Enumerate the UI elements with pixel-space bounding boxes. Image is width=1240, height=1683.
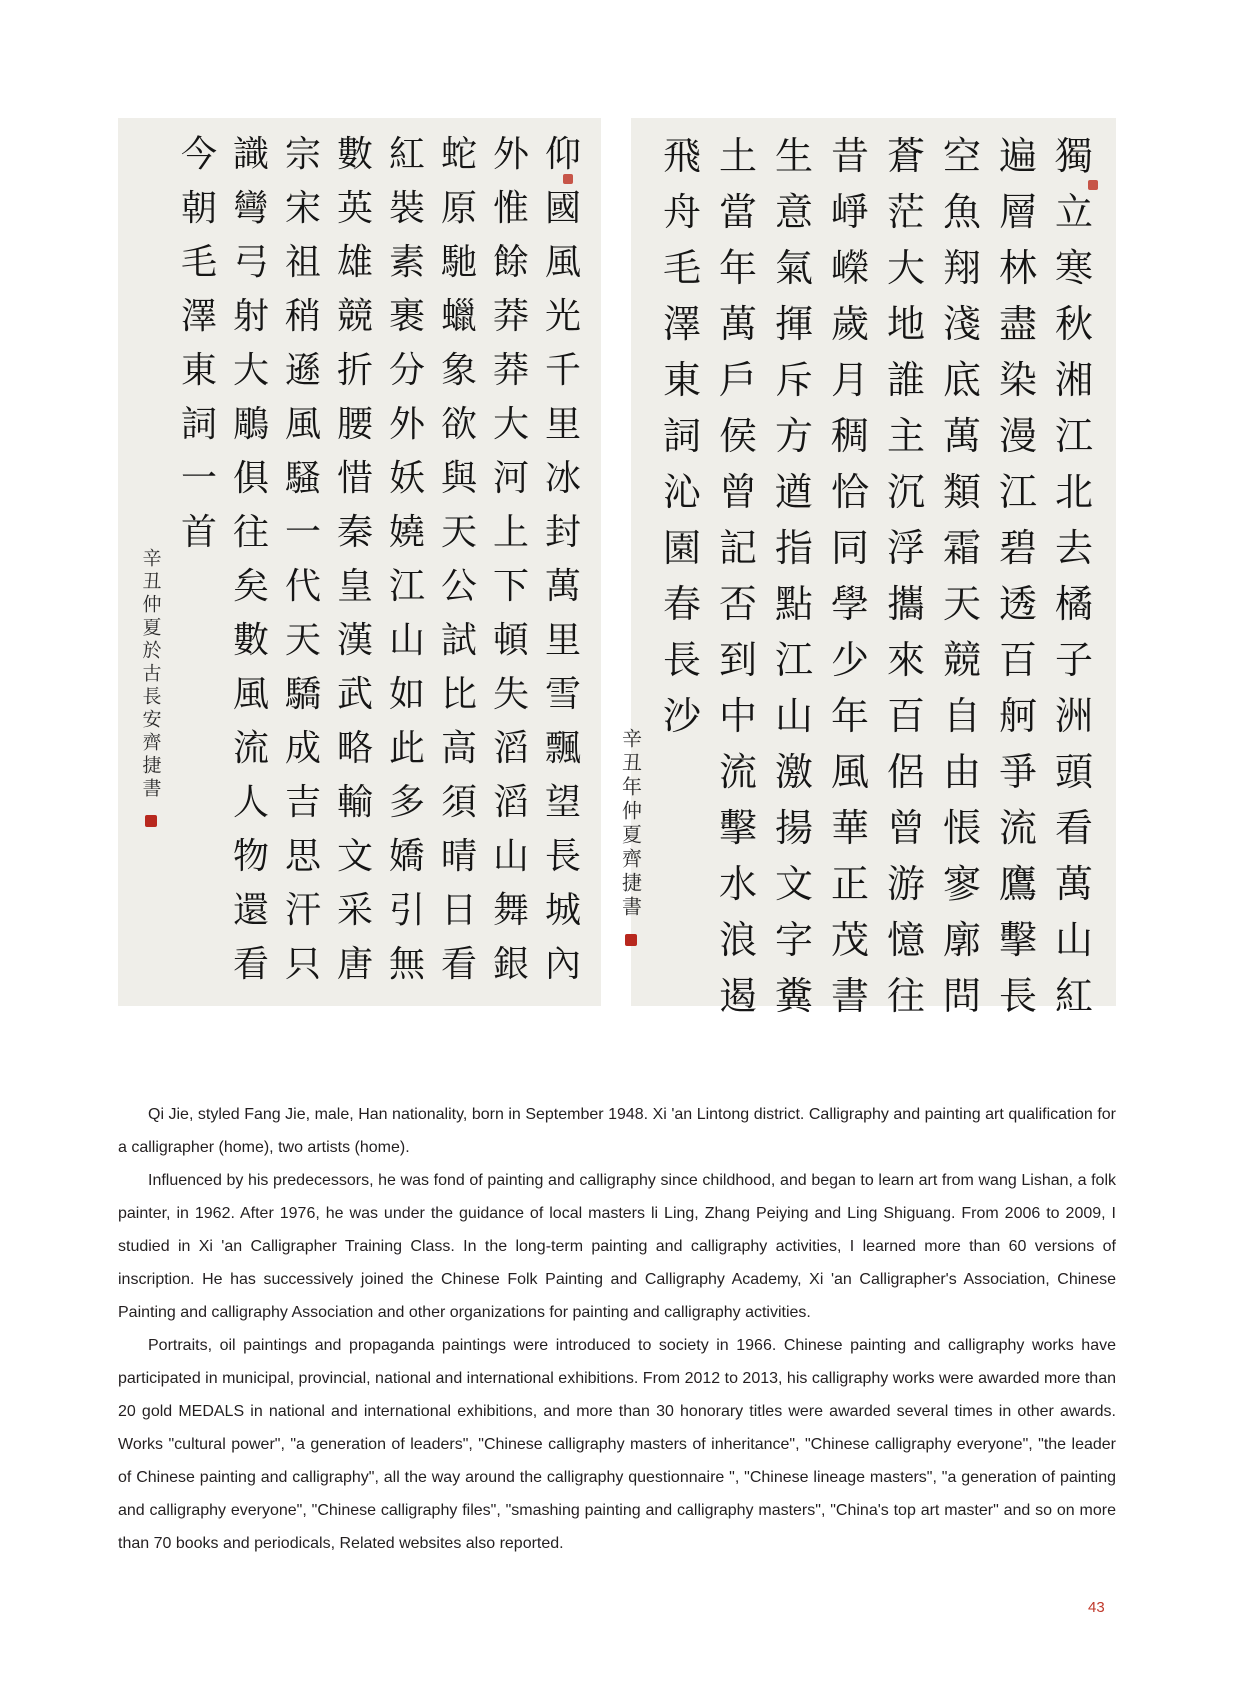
calligraphy-column — [766, 128, 822, 1024]
calligraphy-character: 歲 — [830, 302, 869, 346]
calligraphy-character: 蛇 — [440, 134, 477, 175]
calligraphy-character: 染 — [998, 358, 1037, 402]
calligraphy-character: 頭 — [1054, 750, 1093, 794]
calligraphy-character: 日 — [440, 890, 477, 931]
calligraphy-character: 里 — [544, 404, 581, 445]
calligraphy-character: 馳 — [440, 242, 477, 283]
calligraphy-character: 文 — [336, 836, 373, 877]
calligraphy-character: 江 — [388, 566, 425, 607]
calligraphy-character: 崢 — [830, 190, 869, 234]
calligraphy-character: 思 — [284, 836, 321, 877]
calligraphy-character: 子 — [1054, 638, 1093, 682]
calligraphy-character: 長 — [662, 638, 701, 682]
calligraphy-character: 學 — [830, 582, 869, 626]
calligraphy-character: 吉 — [284, 782, 321, 823]
calligraphy-character: 流 — [718, 750, 757, 794]
calligraphy-character: 惜 — [336, 458, 373, 499]
calligraphy-character: 唐 — [336, 944, 373, 985]
calligraphy-character: 擊 — [998, 918, 1037, 962]
calligraphy-character: 滔 — [492, 728, 529, 769]
calligraphy-character: 漫 — [998, 414, 1037, 458]
calligraphy-character: 象 — [440, 350, 477, 391]
calligraphy-character: 毛 — [662, 246, 701, 290]
calligraphy-character: 一 — [284, 512, 321, 553]
calligraphy-character: 字 — [774, 918, 813, 962]
calligraphy-character: 類 — [942, 470, 981, 514]
calligraphy-character: 稠 — [830, 414, 869, 458]
calligraphy-character: 下 — [492, 566, 529, 607]
calligraphy-character: 沉 — [886, 470, 925, 514]
calligraphy-character: 山 — [492, 836, 529, 877]
calligraphy-character: 光 — [544, 296, 581, 337]
calligraphy-column — [173, 128, 225, 992]
calligraphy-character: 宗 — [284, 134, 321, 175]
calligraphy-character: 腰 — [336, 404, 373, 445]
calligraphy-character: 往 — [886, 974, 925, 1018]
calligraphy-character: 皇 — [336, 566, 373, 607]
calligraphy-character: 舞 — [492, 890, 529, 931]
calligraphy-character: 與 — [440, 458, 477, 499]
calligraphy-character: 魚 — [942, 190, 981, 234]
artist-biography — [118, 1098, 1116, 1560]
calligraphy-character: 游 — [886, 862, 925, 906]
calligraphy-character: 紅 — [388, 134, 425, 175]
calligraphy-character: 淺 — [942, 302, 981, 346]
calligraphy-character: 湘 — [1054, 358, 1093, 402]
calligraphy-character: 春 — [662, 582, 701, 626]
calligraphy-character: 成 — [284, 728, 321, 769]
calligraphy-character: 萬 — [544, 566, 581, 607]
calligraphy-character: 風 — [830, 750, 869, 794]
calligraphy-character: 透 — [998, 582, 1037, 626]
calligraphy-character: 今 — [180, 134, 217, 175]
calligraphy-character: 橘 — [1054, 582, 1093, 626]
calligraphy-character: 餘 — [492, 242, 529, 283]
page-number: 43 — [1088, 1599, 1105, 1616]
calligraphy-character: 年 — [830, 694, 869, 738]
calligraphy-character: 引 — [388, 890, 425, 931]
calligraphy-character: 大 — [232, 350, 269, 391]
calligraphy-character: 武 — [336, 674, 373, 715]
calligraphy-column — [381, 128, 433, 992]
calligraphy-character: 公 — [440, 566, 477, 607]
calligraphy-character: 爭 — [998, 750, 1037, 794]
calligraphy-character: 俱 — [232, 458, 269, 499]
calligraphy-character: 廓 — [942, 918, 981, 962]
calligraphy-character: 同 — [830, 526, 869, 570]
calligraphy-character: 年 — [718, 246, 757, 290]
calligraphy-character: 蠟 — [440, 296, 477, 337]
calligraphy-character: 盡 — [998, 302, 1037, 346]
calligraphy-character: 流 — [232, 728, 269, 769]
calligraphy-character: 識 — [232, 134, 269, 175]
calligraphy-character: 來 — [886, 638, 925, 682]
calligraphy-character: 嬈 — [388, 512, 425, 553]
biography-paragraph: Influenced by his predecessors, he was fond of painting and calligraphy since childhood, and began to learn art from wang Lishan, a folk painter, in 1962. After 1976, he was under the guidance of local masters li Ling, Zhang Peiying and Ling Shiguang. From 2006 to 2009, I studied in Xi 'an Calligrapher Training Class. In the long-term painting and calligraphy activities, I learned more than 60 versions of inscription. He has successively joined the Chinese Folk Painting and Calligraphy Academy, Xi 'an Calligrapher's Association, Chinese Painting and calligraphy Association and other organizations for painting and calligraphy activities. — [118, 1172, 1116, 1321]
calligraphy-character: 生 — [774, 134, 813, 178]
calligraphy-character: 林 — [998, 246, 1037, 290]
calligraphy-character: 底 — [942, 358, 981, 402]
calligraphy-character: 昔 — [830, 134, 869, 178]
calligraphy-character: 土 — [718, 134, 757, 178]
artist-inscription: 辛丑仲夏於古長安齊捷書 — [139, 548, 162, 801]
calligraphy-character: 遍 — [998, 134, 1037, 178]
calligraphy-character: 園 — [662, 526, 701, 570]
calligraphy-character: 激 — [774, 750, 813, 794]
calligraphy-character: 銀 — [492, 944, 529, 985]
calligraphy-character: 茂 — [830, 918, 869, 962]
calligraphy-character: 天 — [284, 620, 321, 661]
calligraphy-character: 正 — [830, 862, 869, 906]
calligraphy-column — [654, 128, 710, 1024]
calligraphy-character: 攜 — [886, 582, 925, 626]
calligraphy-character: 東 — [662, 358, 701, 402]
calligraphy-character: 競 — [942, 638, 981, 682]
calligraphy-character: 糞 — [774, 974, 813, 1018]
calligraphy-character: 山 — [1054, 918, 1093, 962]
calligraphy-character: 到 — [718, 638, 757, 682]
calligraphy-character: 欲 — [440, 404, 477, 445]
calligraphy-character: 少 — [830, 638, 869, 682]
calligraphy-character: 城 — [544, 890, 581, 931]
calligraphy-character: 風 — [544, 242, 581, 283]
calligraphy-character: 山 — [388, 620, 425, 661]
calligraphy-character: 蒼 — [886, 134, 925, 178]
calligraphy-column — [277, 128, 329, 992]
signature-block — [608, 128, 654, 1024]
calligraphy-character: 空 — [942, 134, 981, 178]
calligraphy-character: 萬 — [1054, 862, 1093, 906]
calligraphy-character: 看 — [232, 944, 269, 985]
calligraphy-character: 高 — [440, 728, 477, 769]
calligraphy-character: 國 — [544, 188, 581, 229]
calligraphy-character: 此 — [388, 728, 425, 769]
calligraphy-character: 比 — [440, 674, 477, 715]
calligraphy-character: 汗 — [284, 890, 321, 931]
clerical-script-calligraphy-artwork — [618, 118, 1116, 1018]
calligraphy-character: 澤 — [662, 302, 701, 346]
calligraphy-character: 折 — [336, 350, 373, 391]
calligraphy-character: 驕 — [284, 674, 321, 715]
calligraphy-character: 飄 — [544, 728, 581, 769]
calligraphy-character: 里 — [544, 620, 581, 661]
calligraphy-character: 滔 — [492, 782, 529, 823]
calligraphy-character: 點 — [774, 582, 813, 626]
calligraphy-character: 中 — [718, 694, 757, 738]
calligraphy-character: 數 — [232, 620, 269, 661]
calligraphy-character: 莽 — [492, 296, 529, 337]
calligraphy-character: 江 — [1054, 414, 1093, 458]
calligraphy-character: 大 — [886, 246, 925, 290]
calligraphy-character: 長 — [544, 836, 581, 877]
calligraphy-character: 立 — [1054, 190, 1093, 234]
calligraphy-character: 雪 — [544, 674, 581, 715]
calligraphy-character: 江 — [998, 470, 1037, 514]
calligraphy-character: 浮 — [886, 526, 925, 570]
calligraphy-character: 須 — [440, 782, 477, 823]
calligraphy-character: 獨 — [1054, 134, 1093, 178]
calligraphy-character: 氣 — [774, 246, 813, 290]
calligraphy-character: 由 — [942, 750, 981, 794]
calligraphy-character: 雄 — [336, 242, 373, 283]
calligraphy-character: 外 — [492, 134, 529, 175]
calligraphy-character: 往 — [232, 512, 269, 553]
calligraphy-character: 自 — [942, 694, 981, 738]
signature-block — [129, 128, 173, 992]
calligraphy-character: 看 — [1054, 806, 1093, 850]
calligraphy-character: 天 — [440, 512, 477, 553]
calligraphy-character: 北 — [1054, 470, 1093, 514]
calligraphy-column — [990, 128, 1046, 1024]
calligraphy-character: 當 — [718, 190, 757, 234]
calligraphy-character: 鷹 — [998, 862, 1037, 906]
calligraphy-character: 戶 — [718, 358, 757, 402]
calligraphy-character: 侶 — [886, 750, 925, 794]
calligraphy-character: 數 — [336, 134, 373, 175]
calligraphy-character: 書 — [830, 974, 869, 1018]
calligraphy-character: 冰 — [544, 458, 581, 499]
calligraphy-character: 試 — [440, 620, 477, 661]
artist-seal-stamp — [145, 815, 157, 827]
calligraphy-character: 遏 — [718, 974, 757, 1018]
calligraphy-character: 裝 — [388, 188, 425, 229]
calligraphy-character: 悵 — [942, 806, 981, 850]
calligraphy-character: 江 — [774, 638, 813, 682]
calligraphy-character: 遒 — [774, 470, 813, 514]
calligraphy-character: 英 — [336, 188, 373, 229]
calligraphy-character: 弓 — [232, 242, 269, 283]
calligraphy-character: 寒 — [1054, 246, 1093, 290]
calligraphy-character: 看 — [440, 944, 477, 985]
calligraphy-character: 宋 — [284, 188, 321, 229]
calligraphy-column — [822, 128, 878, 1024]
calligraphy-character: 否 — [718, 582, 757, 626]
calligraphy-character: 略 — [336, 728, 373, 769]
calligraphy-character: 只 — [284, 944, 321, 985]
calligraphy-character: 萬 — [942, 414, 981, 458]
calligraphy-column — [329, 128, 381, 992]
calligraphy-character: 如 — [388, 674, 425, 715]
calligraphy-character: 誰 — [886, 358, 925, 402]
calligraphy-character: 華 — [830, 806, 869, 850]
calligraphy-character: 月 — [830, 358, 869, 402]
calligraphy-character: 水 — [718, 862, 757, 906]
calligraphy-character: 霜 — [942, 526, 981, 570]
calligraphy-character: 沁 — [662, 470, 701, 514]
calligraphy-character: 物 — [232, 836, 269, 877]
calligraphy-character: 晴 — [440, 836, 477, 877]
artist-inscription: 辛丑年仲夏齊捷書 — [618, 728, 643, 920]
calligraphy-character: 外 — [388, 404, 425, 445]
calligraphy-character: 百 — [998, 638, 1037, 682]
calligraphy-character: 詞 — [180, 404, 217, 445]
calligraphy-character: 百 — [886, 694, 925, 738]
calligraphy-character: 稍 — [284, 296, 321, 337]
calligraphy-character: 揚 — [774, 806, 813, 850]
calligraphy-character: 斥 — [774, 358, 813, 402]
calligraphy-character: 恰 — [830, 470, 869, 514]
calligraphy-character: 鵰 — [232, 404, 269, 445]
calligraphy-character: 嬌 — [388, 836, 425, 877]
calligraphy-character: 射 — [232, 296, 269, 337]
calligraphy-character: 長 — [998, 974, 1037, 1018]
calligraphy-character: 輸 — [336, 782, 373, 823]
calligraphy-character: 曾 — [886, 806, 925, 850]
seal-script-calligraphy-artwork — [118, 118, 601, 1006]
artist-seal-stamp — [625, 934, 637, 946]
calligraphy-character: 首 — [180, 512, 217, 553]
calligraphy-character: 沙 — [662, 694, 701, 738]
calligraphy-character: 多 — [388, 782, 425, 823]
calligraphy-character: 擊 — [718, 806, 757, 850]
calligraphy-character: 紅 — [1054, 974, 1093, 1018]
biography-paragraph: Portraits, oil paintings and propaganda paintings were introduced to society in 1966. Chinese painting and calligraphy works have participated in municipal, provincial, national and international exhibitions. From 2012 to 2013, his calligraphy works were awarded more than 20 gold MEDALS in national and international exhibitions, and more than 30 honorary titles were awarded several times in other awards. Works "cultural power", "a generation of leaders", "Chinese calligraphy masters of inheritance", "Chinese calligraphy everyone", "the leader of Chinese painting and calligraphy", all the way around the calligraphy questionnaire ", "Chinese lineage masters", "a generation of painting and calligraphy everyone", "Chinese calligraphy files", "smashing painting and calligraphy masters", "China's top art master" and so on more than 70 books and periodicals, Related websites also reported. — [118, 1337, 1116, 1552]
calligraphy-character: 曾 — [718, 470, 757, 514]
calligraphy-character: 東 — [180, 350, 217, 391]
calligraphy-character: 侯 — [718, 414, 757, 458]
calligraphy-character: 飛 — [662, 134, 701, 178]
calligraphy-column — [934, 128, 990, 1024]
calligraphy-character: 舟 — [662, 190, 701, 234]
calligraphy-character: 大 — [492, 404, 529, 445]
calligraphy-character: 文 — [774, 862, 813, 906]
calligraphy-character: 風 — [284, 404, 321, 445]
calligraphy-character: 舸 — [998, 694, 1037, 738]
calligraphy-character: 素 — [388, 242, 425, 283]
calligraphy-character: 憶 — [886, 918, 925, 962]
calligraphy-character: 望 — [544, 782, 581, 823]
calligraphy-character: 秋 — [1054, 302, 1093, 346]
calligraphy-character: 天 — [942, 582, 981, 626]
calligraphy-column — [710, 128, 766, 1024]
calligraphy-character: 寥 — [942, 862, 981, 906]
calligraphy-character: 秦 — [336, 512, 373, 553]
calligraphy-character: 一 — [180, 458, 217, 499]
calligraphy-character: 采 — [336, 890, 373, 931]
calligraphy-character: 原 — [440, 188, 477, 229]
calligraphy-character: 騷 — [284, 458, 321, 499]
calligraphy-character: 人 — [232, 782, 269, 823]
calligraphy-character: 河 — [492, 458, 529, 499]
calligraphy-character: 千 — [544, 350, 581, 391]
calligraphy-character: 嶸 — [830, 246, 869, 290]
calligraphy-character: 失 — [492, 674, 529, 715]
calligraphy-character: 萬 — [718, 302, 757, 346]
calligraphy-column — [878, 128, 934, 1024]
calligraphy-character: 還 — [232, 890, 269, 931]
calligraphy-character: 惟 — [492, 188, 529, 229]
calligraphy-character: 澤 — [180, 296, 217, 337]
calligraphy-character: 分 — [388, 350, 425, 391]
calligraphy-character: 毛 — [180, 242, 217, 283]
calligraphy-column — [433, 128, 485, 992]
calligraphy-character: 莽 — [492, 350, 529, 391]
calligraphy-character: 方 — [774, 414, 813, 458]
calligraphy-character: 流 — [998, 806, 1037, 850]
calligraphy-character: 洲 — [1054, 694, 1093, 738]
calligraphy-character: 問 — [942, 974, 981, 1018]
calligraphy-character: 風 — [232, 674, 269, 715]
calligraphy-character: 裹 — [388, 296, 425, 337]
calligraphy-character: 頓 — [492, 620, 529, 661]
calligraphy-character: 朝 — [180, 188, 217, 229]
calligraphy-character: 主 — [886, 414, 925, 458]
calligraphy-character: 記 — [718, 526, 757, 570]
calligraphy-character: 仰 — [544, 134, 581, 175]
calligraphy-column — [537, 128, 589, 992]
calligraphy-column — [225, 128, 277, 992]
calligraphy-character: 矣 — [232, 566, 269, 607]
calligraphy-character: 上 — [492, 512, 529, 553]
calligraphy-character: 揮 — [774, 302, 813, 346]
calligraphy-character: 意 — [774, 190, 813, 234]
calligraphy-character: 遜 — [284, 350, 321, 391]
calligraphy-character: 代 — [284, 566, 321, 607]
calligraphy-character: 山 — [774, 694, 813, 738]
biography-paragraph: Qi Jie, styled Fang Jie, male, Han nationality, born in September 1948. Xi 'an Lintong district. Calligraphy and painting art qualification for a calligrapher (home), two artists (home). — [118, 1106, 1116, 1156]
calligraphy-character: 碧 — [998, 526, 1037, 570]
calligraphy-character: 地 — [886, 302, 925, 346]
calligraphy-character: 層 — [998, 190, 1037, 234]
calligraphy-character: 彎 — [232, 188, 269, 229]
calligraphy-column — [1046, 128, 1102, 1024]
calligraphy-character: 無 — [388, 944, 425, 985]
calligraphy-character: 翔 — [942, 246, 981, 290]
calligraphy-character: 競 — [336, 296, 373, 337]
calligraphy-character: 內 — [544, 944, 581, 985]
calligraphy-character: 指 — [774, 526, 813, 570]
calligraphy-character: 去 — [1054, 526, 1093, 570]
calligraphy-character: 妖 — [388, 458, 425, 499]
calligraphy-character: 茫 — [886, 190, 925, 234]
calligraphy-character: 詞 — [662, 414, 701, 458]
calligraphy-columns — [129, 128, 589, 992]
calligraphy-column — [485, 128, 537, 992]
calligraphy-character: 封 — [544, 512, 581, 553]
calligraphy-columns — [608, 128, 1102, 1024]
calligraphy-character: 祖 — [284, 242, 321, 283]
calligraphy-character: 漢 — [336, 620, 373, 661]
calligraphy-character: 浪 — [718, 918, 757, 962]
